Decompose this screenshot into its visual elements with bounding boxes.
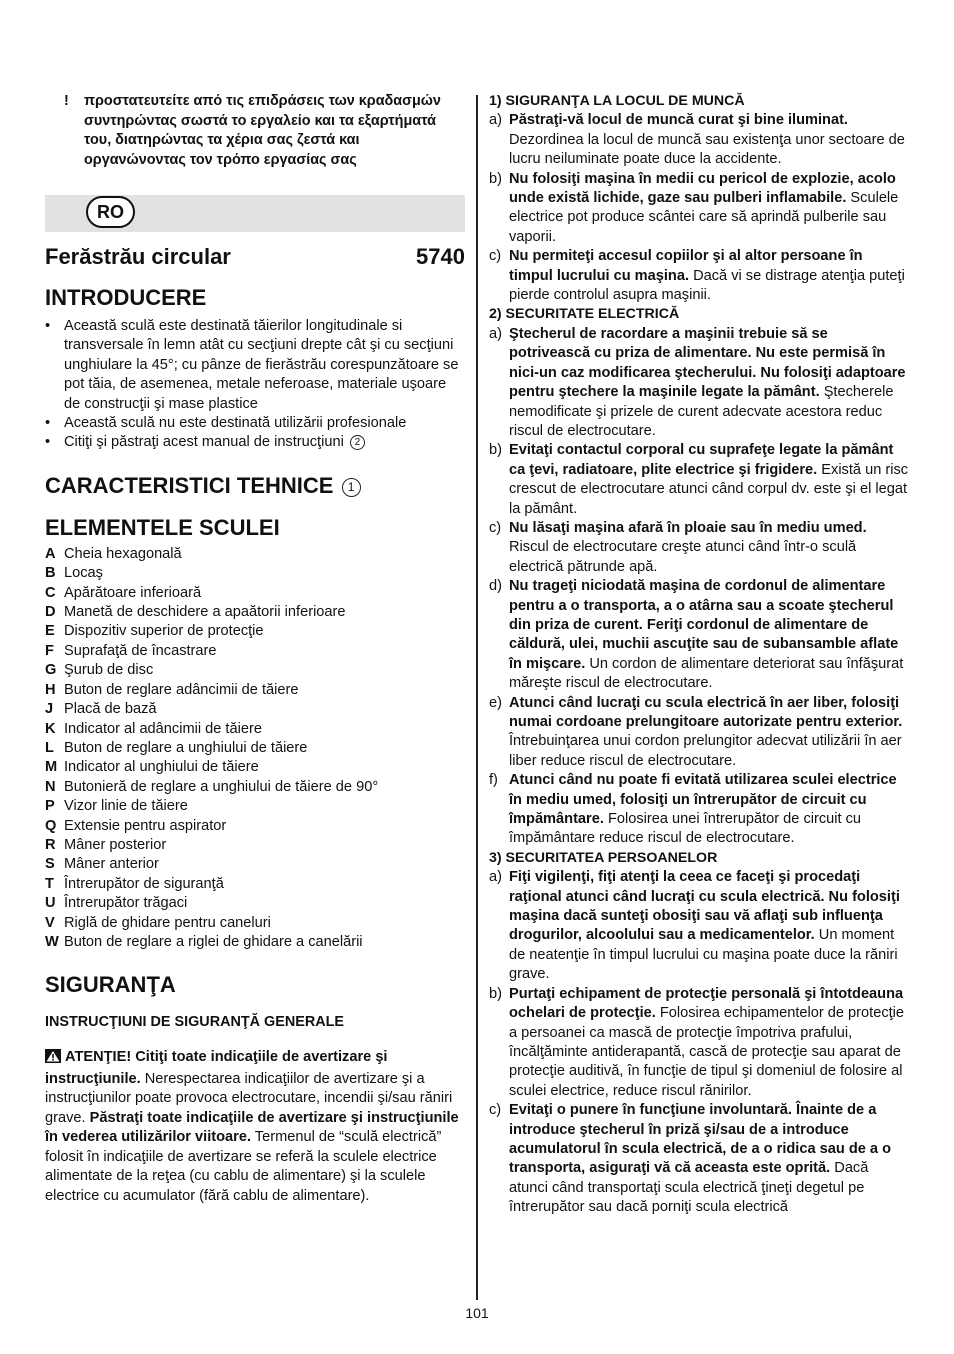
safety-subheading: INSTRUCŢIUNI DE SIGURANŢĂ GENERALE <box>45 1014 345 1031</box>
warning-text-2: Termenul de “sculă electrică” folosit în indicaţiile de avertizare se referă la sculele electrice alimentate de la reţea (cu cablu de alimentare) şi la sculele electrice cu acumulator (fără cablu de alimentare). <box>45 1129 442 1204</box>
part-label: Indicator al adâncimii de tăiere <box>64 720 262 737</box>
bullet-body <box>64 433 365 452</box>
part-label: Locaş <box>64 565 103 582</box>
part-key: F <box>45 642 54 659</box>
item-body <box>509 170 909 248</box>
item-body <box>509 694 909 772</box>
part-item <box>45 603 465 622</box>
safety-item <box>489 519 909 577</box>
left-column <box>45 92 465 1206</box>
tech-heading <box>45 471 465 501</box>
warning-triangle-icon <box>45 1049 61 1070</box>
intro-bullet <box>45 317 465 414</box>
part-label: Butonieră de reglare a unghiului de tăiere de 90° <box>64 778 379 795</box>
item-letter: c) <box>489 248 502 265</box>
greek-note <box>45 92 465 170</box>
item-body <box>509 1101 909 1217</box>
ref-circle-icon: 2 <box>350 435 365 450</box>
part-key: D <box>45 604 56 621</box>
item-letter: b) <box>489 985 502 1002</box>
part-item <box>45 817 465 836</box>
bullet-dot: • <box>45 318 51 334</box>
safety-heading: SIGURANŢA <box>45 972 176 998</box>
item-bold: Evitaţi contactul corporal cu suprafeţe legate la pământ ca ţevi, radiatoare, plite electrice şi frigidere. <box>509 442 894 478</box>
item-bold: Purtaţi echipament de protecţie personală şi întotdeauna ochelari de protecţie. <box>509 985 904 1022</box>
item-letter: a) <box>489 112 502 129</box>
item-letter: a) <box>489 869 502 886</box>
safety-item <box>489 868 909 984</box>
part-key: J <box>45 701 54 718</box>
page-number: 101 <box>465 1305 489 1321</box>
item-bold: Atunci când nu poate fi evitată utilizarea sculei electrice în mediu umed, folosiţi un întrerupător de circuit cu împământare. <box>509 772 897 828</box>
part-label: Mâner anterior <box>64 856 159 873</box>
part-label: Placă de bază <box>64 701 157 718</box>
part-item <box>45 642 465 661</box>
item-letter: b) <box>489 442 502 459</box>
language-bar <box>45 195 465 232</box>
bullet-dot: • <box>45 415 51 432</box>
right-column <box>489 92 909 1218</box>
item-text: Ştecherele nemodificate şi prizele de curent adecvate acestora reduc riscul de electrocutare. <box>509 384 894 439</box>
intro-bullet <box>45 433 465 452</box>
item-text: Dezordinea la locul de muncă sau existenţa unor sectoare de lucru neiluminate poate duce la accidente. <box>509 131 905 168</box>
part-key: L <box>45 739 54 756</box>
part-item <box>45 778 465 797</box>
part-item <box>45 545 465 564</box>
bullet-text: Această sculă nu este destinată utilizării profesionale <box>64 415 407 432</box>
section-3-list <box>489 868 909 1217</box>
item-body <box>509 519 909 577</box>
part-item <box>45 855 465 874</box>
intro-list <box>45 317 465 453</box>
bullet-text: Citiţi şi păstraţi acest manual de instrucţiuni <box>64 434 344 451</box>
warning-bold-2: Păstraţi toate indicaţiile de avertizare şi instrucţiunile în vederea utilizărilor viitoare. <box>45 1109 459 1146</box>
warning-bold-1: ATENŢIE! Citiţi toate indicaţiile de avertizare şi instrucţiunile. <box>45 1049 388 1087</box>
part-key: T <box>45 875 54 892</box>
part-key: A <box>45 545 56 562</box>
part-key: W <box>45 933 59 950</box>
part-label: Mâner posterior <box>64 836 167 853</box>
item-text: Riscul de electrocutare creşte atunci când într-o sculă electrică pătrunde apă. <box>509 539 857 575</box>
safety-item <box>489 111 909 169</box>
section-2-list <box>489 325 909 849</box>
item-bold: Nu permiteţi accesul copiilor şi al altor persoane în timpul lucrului cu maşina. <box>509 248 863 284</box>
part-label: Buton de reglare a riglei de ghidare a canelării <box>64 933 363 950</box>
item-bold: Evitaţi o punere în funcţiune involuntară. Înainte de a introduce ştecherul în priză şi/sau de a introduce acumulatorul în scula electrică, de a o ridica sau de a o transporta, asiguraţi vă că aceasta este oprită. <box>509 1102 892 1177</box>
part-item <box>45 564 465 583</box>
part-label: Buton de reglare a unghiului de tăiere <box>64 739 308 756</box>
part-item <box>45 584 465 603</box>
item-text: Dacă vi se distrage atenţia puteţi pierde controlul asupra maşinii. <box>509 267 905 304</box>
item-bold: Nu trageţi niciodată maşina de cordonul de alimentare pentru a o transporta, a o atârna sau a scoate ştecherul din priza de curent. Feriţi cordonul de alimentare de căldură, ulei, muchii ascuţite sau de subansamble aflate în mişcare. <box>509 578 899 672</box>
part-key: N <box>45 778 56 795</box>
part-item <box>45 797 465 816</box>
part-key: E <box>45 623 55 640</box>
item-letter: c) <box>489 1102 502 1119</box>
item-letter: c) <box>489 519 502 536</box>
part-key: V <box>45 914 55 931</box>
item-letter: e) <box>489 694 502 711</box>
part-label: Întrerupător trăgaci <box>64 895 188 912</box>
part-item <box>45 914 465 933</box>
part-key: R <box>45 836 56 853</box>
bullet-text: Această sculă este destinată tăierilor longitudinale si transversale în lemn atât cu secţiuni drepte cât şi cu secţiuni unghiulare la 45°; cu pânze de fierăstrău corespunzătoare se pot tăia, de asemenea, metale neferoase, materiale uşoare de construcţii şi mase plastice <box>64 318 459 412</box>
part-key: K <box>45 720 56 737</box>
part-item <box>45 720 465 739</box>
warning-paragraph <box>45 1048 465 1206</box>
section-1-heading: 1) SIGURANŢA LA LOCUL DE MUNCĂ <box>489 93 745 109</box>
safety-item <box>489 325 909 441</box>
part-key: G <box>45 662 57 679</box>
part-item <box>45 739 465 758</box>
product-model: 5740 <box>416 244 465 269</box>
part-label: Întrerupător de siguranţă <box>64 875 224 892</box>
item-bold: Nu folosiţi maşina în medii cu pericol de explozie, acolo unde există lichide, gaze sau pulberi inflamabile. <box>509 170 896 207</box>
part-key: S <box>45 856 55 873</box>
product-name: Ferăstrău circular <box>45 244 231 269</box>
item-text: Există un risc crescut de electrocutare atunci când corpul dv. este şi el legat la pământ. <box>509 461 909 517</box>
intro-heading: INTRODUCERE <box>45 285 207 310</box>
safety-item <box>489 441 909 519</box>
part-item <box>45 681 465 700</box>
column-divider <box>476 95 478 1300</box>
part-item <box>45 894 465 913</box>
item-letter: b) <box>489 170 502 187</box>
warning-text-1: Nerespectarea indicaţiilor de avertizare şi a instrucţiunilor poate provoca electrocutare, incendii şi/sau răniri grave. <box>45 1070 453 1126</box>
part-item <box>45 836 465 855</box>
item-body <box>509 111 909 169</box>
bullet-dot: • <box>45 434 51 451</box>
safety-item <box>489 170 909 248</box>
part-label: Apărătoare inferioară <box>64 584 202 601</box>
item-bold: Fiţi vigilenţi, fiţi atenţi la ceea ce faceţi şi procedaţi raţional atunci când lucraţi cu scula electrică. Nu folosiţi maşina dacă sunteţi obosiţi sau vă aflaţi sub influenţa drogurilor, alcoolului sau a medicamentelor. <box>509 869 900 944</box>
section-3-heading: 3) SECURITATEA PERSOANELOR <box>489 849 718 866</box>
part-key: Q <box>45 817 57 834</box>
product-title <box>45 242 465 272</box>
item-body <box>509 247 909 305</box>
parts-list <box>45 545 465 953</box>
safety-item <box>489 985 909 1101</box>
language-badge: RO <box>86 196 135 228</box>
part-key: U <box>45 895 56 912</box>
part-label: Buton de reglare adâncimii de tăiere <box>64 681 299 698</box>
part-item <box>45 661 465 680</box>
part-item <box>45 875 465 894</box>
safety-item <box>489 247 909 305</box>
ref-circle-icon: 1 <box>342 478 361 497</box>
part-item <box>45 758 465 777</box>
item-bold: Ştecherul de racordare a maşinii trebuie să se potrivească cu priza de alimentare. Nu este permisă în nici-un caz modificarea ştecherului. Nu folosiţi adaptoare pentru ştechere la maşinile legate la pământ. <box>509 325 906 401</box>
part-key: P <box>45 798 55 815</box>
part-label: Şurub de disc <box>64 662 154 679</box>
part-key: C <box>45 584 56 601</box>
part-key: H <box>45 681 56 698</box>
part-label: Indicator al unghiului de tăiere <box>64 759 259 776</box>
part-key: M <box>45 759 58 776</box>
item-text: Folosirea echipamentelor de protecţie a persoanei ca mască de protecţie împotriva prafului, încălţăminte antiderapantă, cască de protecţie sau aparat de protecţie auditivă, în funcţie de tipul şi domeniul de folosire al sculei electrice, reduce riscul rănirilor. <box>509 1005 905 1099</box>
item-body <box>509 985 909 1101</box>
item-body <box>509 577 909 693</box>
safety-item <box>489 1101 909 1217</box>
item-body <box>509 868 909 984</box>
item-body <box>509 325 909 441</box>
elements-heading: ELEMENTELE SCULEI <box>45 514 280 540</box>
item-letter: a) <box>489 325 502 342</box>
part-label: Manetă de deschidere a apaătorii inferioare <box>64 604 346 621</box>
item-bold: Atunci când lucraţi cu scula electrică în aer liber, folosiţi numai cordoane prelungitoare autorizate pentru exterior. <box>509 694 903 730</box>
part-item <box>45 622 465 641</box>
part-label: Vizor linie de tăiere <box>64 798 188 815</box>
item-text: Sculele electrice pot produce scântei care să aprindă pulberile sau vaporii. <box>509 190 899 245</box>
greek-note-text: προστατευτείτε από τις επιδράσεις των κραδασμών συντηρώντας σωστά το εργαλείο και τα εξαρτήματά του, διατηρώντας τα χέρια σας ζεστά και οργανώνοντας τον τρόπο εργασίας σας <box>84 93 441 168</box>
item-body <box>509 441 909 519</box>
section-1-list <box>489 111 909 305</box>
intro-bullet <box>45 414 465 433</box>
item-body <box>509 771 909 849</box>
safety-item <box>489 694 909 772</box>
part-label: Cheia hexagonală <box>64 545 182 562</box>
item-text: Întrebuinţarea unui cordon prelungitor adecvat utilizării în aer liber reduce riscul de electrocutare. <box>509 733 902 769</box>
part-key: B <box>45 565 56 582</box>
safety-item <box>489 771 909 849</box>
item-text: Un cordon de alimentare deteriorat sau înfăşurat măreşte riscul de electrocutare. <box>509 655 904 692</box>
item-text: Un moment de neatenţie în timpul lucrului cu maşina poate duce la rănirі grave. <box>509 927 898 983</box>
tech-heading-text: CARACTERISTICI TEHNICE <box>45 472 334 498</box>
part-label: Suprafaţă de încastrare <box>64 642 217 659</box>
safety-item <box>489 577 909 693</box>
item-letter: d) <box>489 578 502 595</box>
item-text: Folosirea unei întrerupător de circuit cu împământare reduce riscul de electrocutare. <box>509 811 862 847</box>
part-item <box>45 700 465 719</box>
section-2-heading: 2) SECURITATE ELECTRICĂ <box>489 306 680 323</box>
part-label: Dispozitiv superior de protecţie <box>64 623 264 640</box>
item-bold: Nu lăsaţi maşina afară în ploaie sau în mediu umed. <box>509 519 867 536</box>
item-bold: Păstraţi-vă locul de muncă curat şi bine iluminat. <box>509 112 848 129</box>
exclamation-icon: ! <box>64 93 69 109</box>
part-label: Extensie pentru aspirator <box>64 817 227 834</box>
item-letter: f) <box>489 772 498 789</box>
part-label: Riglă de ghidare pentru caneluri <box>64 914 271 931</box>
item-text: Dacă atunci când transportaţi scula electrică ţineţi degetul pe întrerupător sau dacă porniţi scula electrică <box>509 1160 869 1216</box>
part-item <box>45 933 465 952</box>
